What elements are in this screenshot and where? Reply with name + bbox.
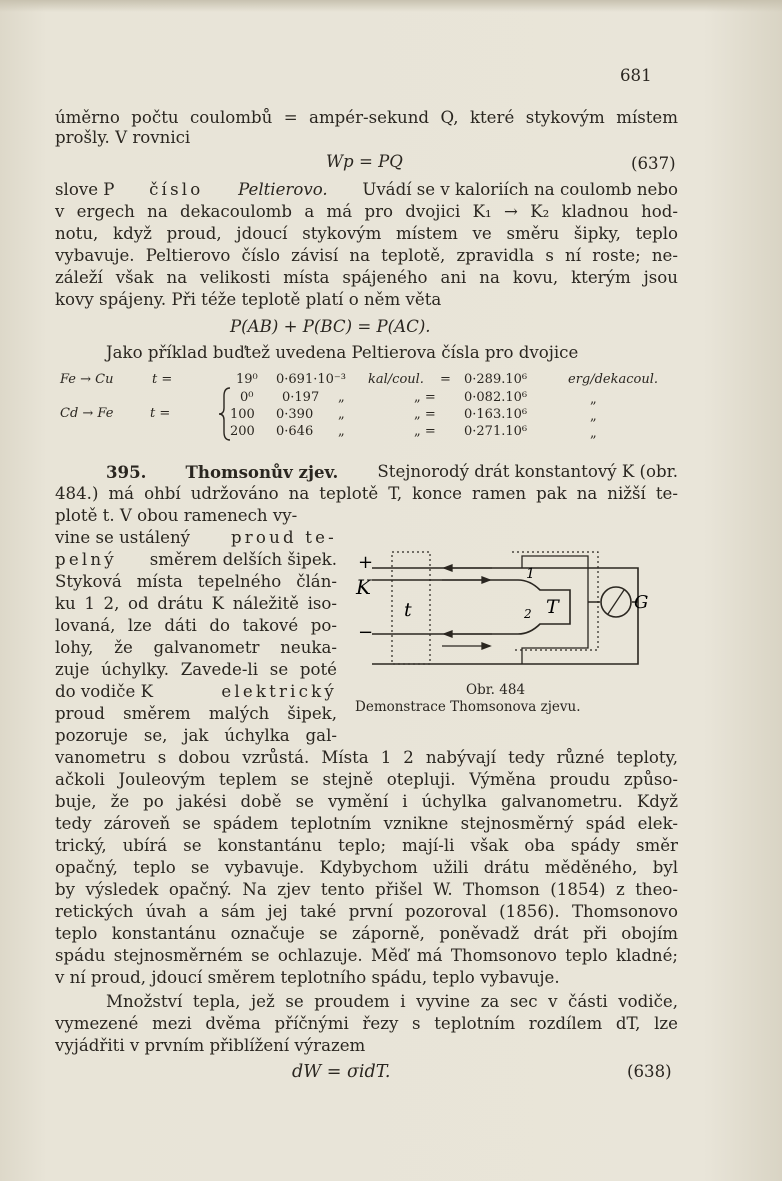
text-line: vybavuje. Peltierovo číslo závisí na teplotě, zpravidla s ní roste; ne-: [55, 246, 678, 265]
table-temp: 100: [230, 407, 255, 422]
text-line: kovy spájeny. Při téže teplotě platí o něm věta: [55, 290, 442, 309]
text-line: trický, ubírá se konstantánu teplo; mají-li však oba spády směr: [55, 836, 678, 855]
text-line: plotě t. V obou ramenech vy-: [55, 506, 298, 525]
text-line: úměrno počtu coulombů = ampér-sekund Q, které stykovým místem: [55, 108, 678, 127]
galvanometer-needle: [608, 590, 624, 614]
figure-caption: Demonstrace Thomsonova zjevu.: [355, 699, 581, 715]
table-unit: „: [338, 424, 345, 439]
table-unit: „: [338, 407, 345, 422]
spaced-term: proud te-: [230, 528, 337, 547]
table-unit: „: [338, 390, 345, 405]
table-unit2: „: [590, 392, 597, 407]
table-temp: 0⁰: [240, 390, 254, 405]
text-line: zuje úchylky. Zavede-li se poté: [55, 660, 337, 679]
section-heading-line: [106, 462, 678, 482]
equation-638: dW = σidT.: [292, 1062, 391, 1082]
text-line: vanometru s dobou vzrůstá. Místa 1 2 nabývají tedy různé teploty,: [55, 748, 678, 767]
text-span: slove P: [55, 180, 115, 199]
text-line: vymezené mezi dvěma příčnými řezy s teplotním rozdílem dT, lze: [55, 1014, 678, 1033]
text-span: vine se ustálený: [55, 528, 191, 547]
table-unit2: erg/dekacoul.: [568, 372, 659, 387]
text-line: 484.) má ohbí udržováno na teplotě T, konce ramen pak na nižší te-: [55, 484, 678, 503]
fig-label-k: K: [356, 575, 371, 599]
section-title: Thomsonův zjev.: [185, 462, 339, 482]
table-value: 0·390: [276, 407, 314, 422]
text-line: [55, 180, 678, 200]
text-line: prošly. V rovnici: [55, 128, 191, 147]
table-eq: „ =: [414, 407, 436, 422]
table-pair-fe-cu: Fe → Cu: [60, 372, 114, 387]
table-value2: 0·082.10⁶: [464, 390, 528, 405]
table-temp: 200: [230, 424, 255, 439]
text-line: buje, že po jakési době se vymění i úchylka galvanometru. Když: [55, 792, 678, 811]
text-span: do vodiče K: [55, 682, 153, 701]
table-eq: =: [440, 372, 451, 387]
table-temp: 19⁰: [236, 372, 258, 387]
text-span: Stejnorodý drát konstantový K (obr.: [377, 462, 678, 481]
text-line: [55, 528, 337, 548]
fig-label-2: 2: [524, 607, 532, 621]
text-line: [55, 550, 337, 570]
text-line: ačkoli Jouleovým teplem se stejně otepluji. Výměna proudu způso-: [55, 770, 678, 789]
text-span: směrem delších šipek.: [149, 550, 337, 569]
text-line: Množství tepla, jež se proudem i vyvine za sec v části vodiče,: [106, 992, 678, 1011]
peltier-sum-equation: P(AB) + P(BC) = P(AC).: [230, 317, 431, 336]
text-line: lovaná, lze dáti do takové po-: [55, 616, 337, 635]
text-line: by výsledek opačný. Na zjev tento přišel W. Thomson (1854) z theo-: [55, 880, 678, 899]
fig-label-minus: −: [358, 622, 374, 643]
table-unit2: „: [590, 426, 597, 441]
text-line: vyjádřiti v prvním přiblížení výrazem: [55, 1036, 366, 1055]
text-line: teplo konstantánu označuje se záporně, poněvadž drát při obojím: [55, 924, 678, 943]
italic-term: Peltierovo.: [238, 180, 328, 199]
arrow-head: [444, 565, 452, 571]
table-eq: „ =: [414, 390, 436, 405]
text-line: proud směrem malých šipek,: [55, 704, 337, 723]
arrow-head: [482, 643, 490, 649]
text-line: opačný, teplo se vybavuje. Kdybychom užili drátu měděného, byl: [55, 858, 678, 877]
thomson-effect-figure: [352, 522, 682, 682]
table-value2: 0·289.10⁶: [464, 372, 528, 387]
text-line: záleží však na velikosti místa spájeného ani na kovu, kterým jsou: [55, 268, 678, 287]
table-value2: 0·271.10⁶: [464, 424, 528, 439]
text-span: Uvádí se v kaloriích na coulomb nebo: [362, 180, 678, 199]
fig-label-T: T: [546, 596, 559, 618]
spaced-term: číslo: [149, 180, 204, 199]
arrow-head: [482, 577, 490, 583]
text-line: spádu stejnosměrném se ochlazuje. Měď má Thomsonovo teplo kladné;: [55, 946, 678, 965]
arrow-head: [444, 631, 452, 637]
text-line: Styková místa tepelného člán-: [55, 572, 337, 591]
text-line: Jako příklad buďtež uvedena Peltierova čísla pro dvojice: [106, 343, 579, 362]
text-line: v ergech na dekacoulomb a má pro dvojici K₁ → K₂ kladnou hod-: [55, 202, 678, 221]
table-value2: 0·163.10⁶: [464, 407, 528, 422]
text-line: notu, když proud, jdoucí stykovým místem ve směru šipky, teplo: [55, 224, 678, 243]
spaced-term: pelný: [55, 550, 117, 569]
equation-637: Wp = PQ: [326, 152, 403, 171]
spaced-term: elektrický: [221, 682, 337, 701]
section-number: 395.: [106, 462, 147, 482]
equation-number: (637): [631, 154, 676, 173]
table-unit: kal/coul.: [368, 372, 424, 387]
text-line: ku 1 2, od drátu K náležitě iso-: [55, 594, 337, 613]
text-line: [55, 682, 337, 702]
fig-label-G: G: [634, 592, 649, 613]
text-line: v ní proud, jdoucí směrem teplotního spádu, teplo vybavuje.: [55, 968, 560, 987]
table-unit2: „: [590, 409, 597, 424]
text-line: pozoruje se, jak úchylka gal-: [55, 726, 337, 745]
page-edge-shadow: [0, 0, 782, 12]
fig-label-t: t: [404, 599, 412, 621]
table-value: 0·197: [282, 390, 320, 405]
table-t-label: t =: [150, 406, 171, 421]
table-eq: „ =: [414, 424, 436, 439]
table-t-label: t =: [152, 372, 173, 387]
fig-label-plus: +: [358, 552, 374, 573]
text-line: retických úvah a sám jej také první pozoroval (1856). Thomsonovo: [55, 902, 678, 921]
table-value: 0·691·10⁻³: [276, 372, 346, 387]
text-line: lohy, že galvanometr neuka-: [55, 638, 337, 657]
table-pair-cd-fe: Cd → Fe: [60, 406, 114, 421]
text-line: tedy zároveň se spádem teplotním vznikne stejnosměrný spád elek-: [55, 814, 678, 833]
equation-number: (638): [627, 1062, 672, 1081]
wire-k: [372, 580, 518, 634]
table-value: 0·646: [276, 424, 314, 439]
page-number: 681: [620, 66, 652, 85]
figure-caption-number: Obr. 484: [466, 682, 526, 698]
fig-label-1: 1: [526, 566, 535, 582]
